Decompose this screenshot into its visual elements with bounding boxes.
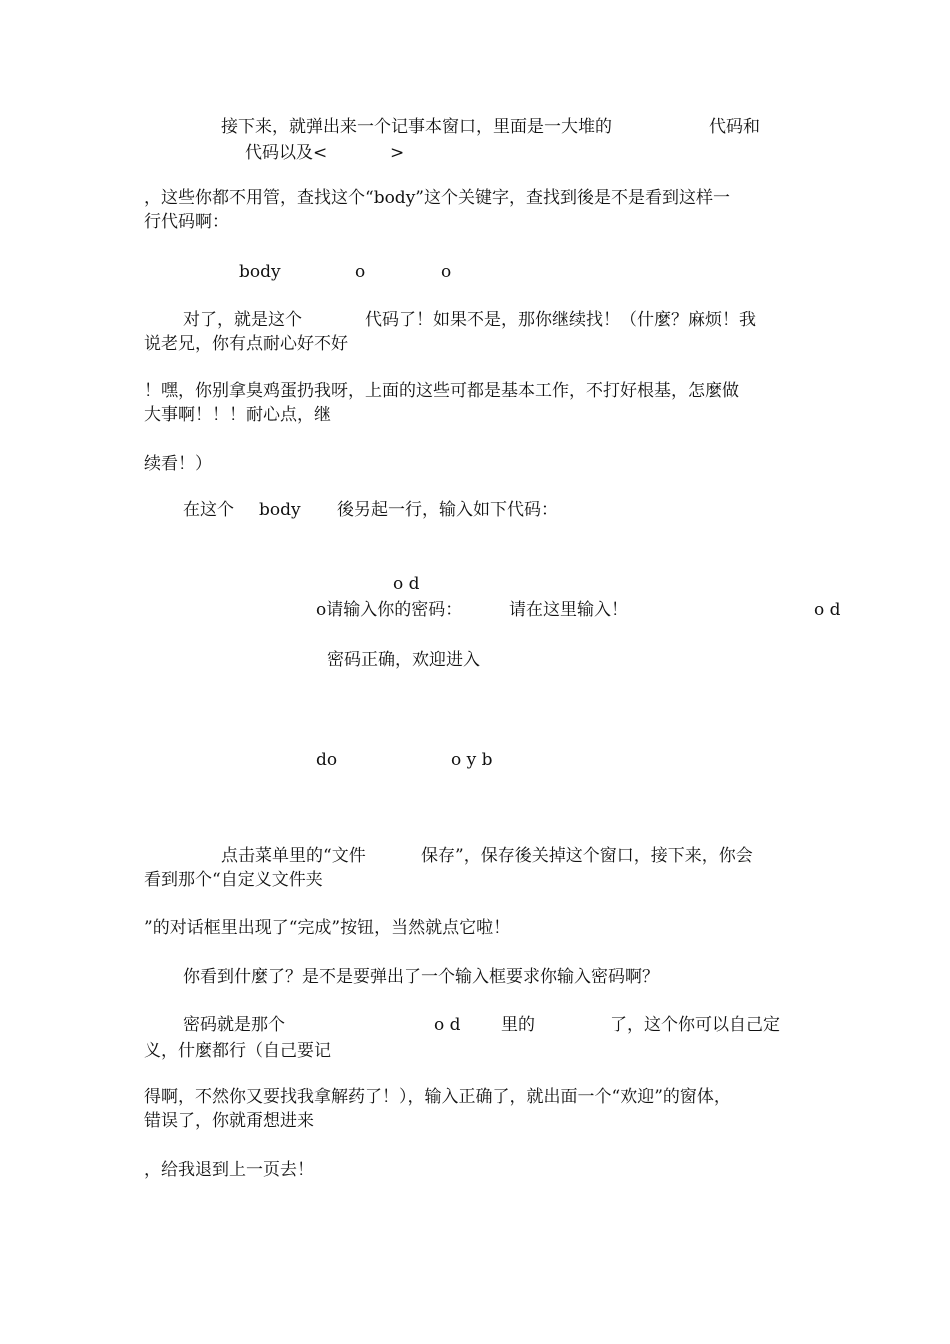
text-line: 大事啊！！！耐心点，继	[144, 405, 331, 425]
code-fragment: o d	[814, 600, 841, 620]
code-fragment: 请在这里输入！	[509, 600, 628, 620]
text-line: 代码以及<	[245, 143, 328, 163]
text-line: 里的	[501, 1015, 535, 1035]
code-fragment: do	[316, 750, 338, 770]
text-line: 错误了，你就甭想进来	[144, 1111, 314, 1131]
code-fragment: o请输入你的密码：	[316, 600, 463, 620]
text-line: 在这个	[183, 500, 234, 520]
text-line: 後另起一行，输入如下代码：	[337, 500, 558, 520]
text-line: >	[390, 143, 405, 163]
text-line: ，这些你都不用管，查找这个“body”这个关键字，查找到後是不是看到这样一	[144, 188, 730, 208]
text-line: ”的对话框里出现了“完成”按钮，当然就点它啦！	[144, 918, 511, 938]
text-line: o d	[434, 1015, 461, 1035]
code-fragment: o d	[393, 574, 420, 594]
text-line: 点击菜单里的“文件	[221, 846, 366, 866]
code-fragment: body	[239, 262, 281, 282]
text-line: 代码了！如果不是，那你继续找！（什麼？麻烦！我	[365, 310, 756, 330]
text-line: ，给我退到上一页去！	[144, 1160, 314, 1180]
text-line: 接下来，就弹出来一个记事本窗口，里面是一大堆的	[221, 117, 612, 137]
text-line: ！嘿，你别拿臭鸡蛋扔我呀，上面的这些可都是基本工作，不打好根基，怎麼做	[144, 381, 739, 401]
code-fragment: 密码正确，欢迎进入	[327, 650, 480, 670]
text-line: 了，这个你可以自己定	[610, 1015, 780, 1035]
text-line: 义，什麼都行（自己要记	[144, 1041, 331, 1061]
text-line: 保存”，保存後关掉这个窗口，接下来，你会	[421, 846, 753, 866]
text-line: 得啊，不然你又要找我拿解药了！），输入正确了，就出面一个“欢迎”的窗体，	[144, 1087, 731, 1107]
code-fragment: o y b	[451, 750, 493, 770]
text-line: 行代码啊：	[144, 212, 229, 232]
text-line: body	[259, 500, 301, 520]
text-line: 说老兄，你有点耐心好不好	[144, 334, 348, 354]
text-line: 续看！）	[144, 454, 212, 474]
code-fragment: o	[441, 262, 452, 282]
code-fragment: o	[355, 262, 366, 282]
text-line: 代码和	[709, 117, 760, 137]
text-line: 你看到什麼了？是不是要弹出了一个输入框要求你输入密码啊？	[183, 967, 659, 987]
text-line: 看到那个“自定义文件夹	[144, 870, 323, 890]
text-line: 密码就是那个	[183, 1015, 285, 1035]
text-line: 对了，就是这个	[183, 310, 302, 330]
